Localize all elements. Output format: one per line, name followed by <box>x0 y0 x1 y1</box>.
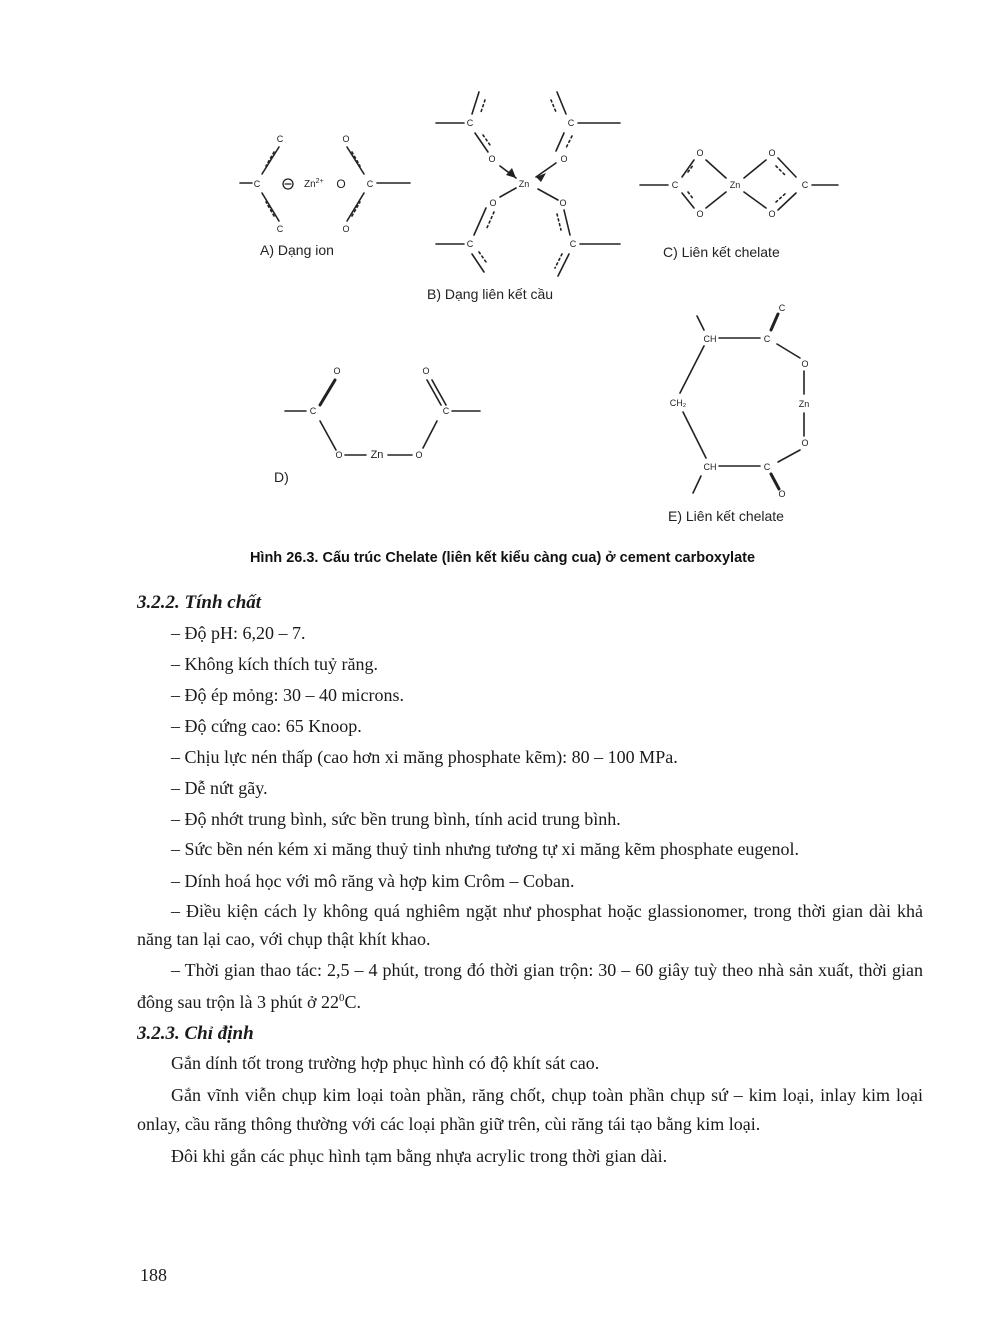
label-c: C) Liên kết chelate <box>663 244 780 260</box>
atom-c: C <box>466 239 474 249</box>
atom-o: O <box>489 198 497 208</box>
atom-c: C <box>466 118 474 128</box>
atom-o: O <box>422 366 430 376</box>
atom-o: O <box>336 177 346 191</box>
label-a: A) Dạng ion <box>260 242 334 258</box>
atom-ch: CH <box>703 462 717 472</box>
atom-labels <box>254 118 810 499</box>
atom-o: O <box>768 209 776 219</box>
list-item: – Độ nhớt trung bình, sức bền trung bình, tính acid trung bình. <box>171 809 621 829</box>
structure-d <box>285 380 480 455</box>
list-item: – Độ cứng cao: 65 Knoop. <box>171 716 362 736</box>
atom-o: O <box>560 154 568 164</box>
atom-o: O <box>768 148 776 158</box>
page-number: 188 <box>140 1265 167 1285</box>
list-item: – Chịu lực nén thấp (cao hơn xi măng phosphate kẽm): 80 – 100 MPa. <box>171 747 678 767</box>
section-heading-properties: 3.2.2. Tính chất <box>137 592 262 613</box>
atom-c: C <box>366 179 374 189</box>
chelate-figure <box>0 0 1005 545</box>
atom-o: O <box>559 198 567 208</box>
label-e: E) Liên kết chelate <box>668 508 784 524</box>
list-item: – Độ pH: 6,20 – 7. <box>171 623 306 643</box>
structure-a-ionic <box>240 147 410 221</box>
atom-zn: Zn <box>798 399 810 409</box>
atom-c: C <box>253 179 261 189</box>
list-item: – Độ ép mỏng: 30 – 40 microns. <box>171 685 404 705</box>
atom-c: C <box>569 239 577 249</box>
atom-o: O <box>333 366 341 376</box>
atom-ch2: CH₂ <box>669 398 687 408</box>
paragraph-working-time: – Thời gian thao tác: 2,5 – 4 phút, trong đó thời gian trộn: 30 – 60 giây tuỳ theo nhà sản xuất, thời gian đông sau trộn là 3 phút ở $22^0C$. <box>137 960 923 1012</box>
atom-zn: Zn <box>370 449 384 461</box>
atom-c: C <box>763 462 771 472</box>
atom-o: O <box>696 148 704 158</box>
atom-o: O <box>335 450 343 460</box>
figure-caption: Hình 26.3. Cấu trúc Chelate (liên kết kiểu càng cua) ở cement carboxylate <box>249 550 756 566</box>
zinc-ion: $Zn^{2+}$ <box>304 178 324 190</box>
atom-o: O <box>801 359 809 369</box>
list-item: – Không kích thích tuỷ răng. <box>171 654 378 674</box>
atom-c: C <box>671 180 679 190</box>
page-content <box>137 588 923 1174</box>
atom-c: C <box>276 224 284 234</box>
atom-zn: Zn <box>729 180 741 190</box>
structure-e-chelate <box>680 314 804 493</box>
atom-o: O <box>488 154 496 164</box>
atom-o: O <box>342 134 350 144</box>
paragraph: – Sức bền nén kém xi măng thuỷ tinh nhưng tương tự xi măng kẽm phosphate eugenol. <box>171 839 799 859</box>
atom-c: C <box>778 303 786 313</box>
atom-c: C <box>309 406 317 416</box>
atom-ch: CH <box>703 334 717 344</box>
atom-c: C <box>442 406 450 416</box>
paragraph: Gắn vĩnh viễn chụp kim loại toàn phần, răng chốt, chụp toàn phần chụp sứ – kim loại, inlay kim loại onlay, cầu răng thông thường với các loại phần giữ trên, cùi răng tái tạo bằng kim loại. <box>137 1085 923 1134</box>
atom-o: O <box>778 489 786 499</box>
paragraph: Gắn dính tốt trong trường hợp phục hình có độ khít sát cao. <box>171 1053 600 1073</box>
section-heading-indications: 3.2.3. Chỉ định <box>137 1023 254 1044</box>
atom-o: O <box>342 224 350 234</box>
paragraph: – Điều kiện cách ly không quá nghiêm ngặt như phosphat hoặc glassionomer, trong thời gian dài khả năng tan lại cao, với chụp thật khít khao. <box>137 901 923 949</box>
atom-c: C <box>801 180 809 190</box>
atom-c: C <box>763 334 771 344</box>
label-d: D) <box>274 469 289 485</box>
atom-zn: Zn <box>518 179 530 189</box>
chelate-structures-diagram <box>0 0 1005 545</box>
atom-o: O <box>415 450 423 460</box>
atom-c: C <box>276 134 284 144</box>
list-item: – Dễ nứt gãy. <box>171 778 268 798</box>
list-item: – Dính hoá học với mô răng và hợp kim Crôm – Coban. <box>171 871 575 891</box>
atom-o: O <box>801 438 809 448</box>
atom-c: C <box>567 118 575 128</box>
paragraph: Đôi khi gắn các phục hình tạm bằng nhựa acrylic trong thời gian dài. <box>171 1146 668 1166</box>
label-b: B) Dạng liên kết cầu <box>427 286 554 302</box>
atom-o: O <box>696 209 704 219</box>
